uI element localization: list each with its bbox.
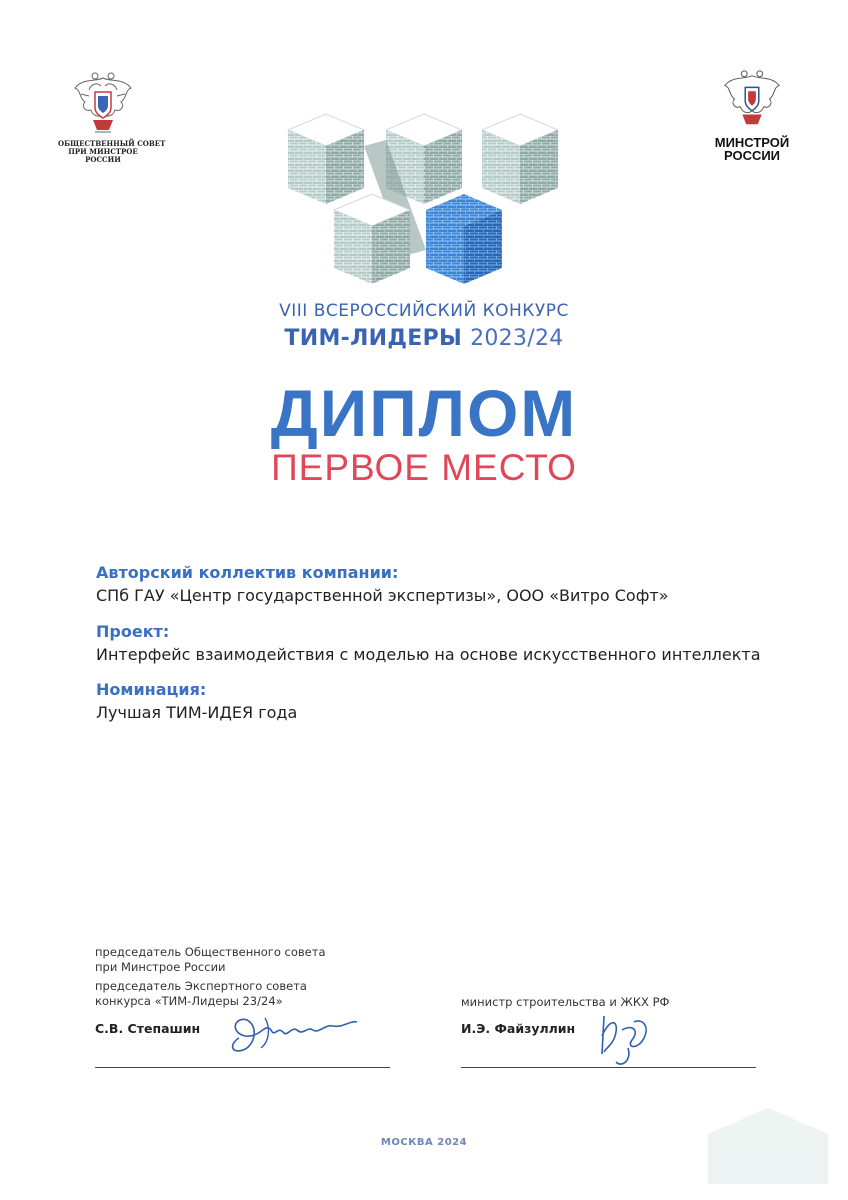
council-line-2: ПРИ МИНСТРОЕ	[68, 147, 138, 156]
council-line-3: РОССИИ	[85, 155, 121, 164]
ministry-eagle-icon	[721, 68, 783, 130]
double-headed-eagle-icon	[71, 68, 135, 136]
diploma-heading: ДИПЛОМ	[270, 376, 578, 450]
minstroy-line-1: МИНСТРОЙ	[714, 135, 790, 150]
contest-title	[0, 326, 848, 351]
left-signature-scribble	[225, 1008, 365, 1058]
contest-subtitle: VIII ВСЕРОССИЙСКИЙ КОНКУРС	[279, 301, 569, 321]
corner-cube-watermark	[688, 1094, 828, 1184]
left-signer-role-1: председатель Общественного совета	[95, 945, 326, 959]
city-year: МОСКВА 2024	[380, 1137, 468, 1148]
right-signer-name: И.Э. Файзуллин	[461, 1021, 576, 1036]
minstroy-line-2: РОССИИ	[723, 148, 781, 163]
tim-leaders-cube-logo	[276, 100, 572, 290]
cube-bottom-blue	[426, 194, 502, 284]
cube-bottom-left	[334, 194, 410, 284]
cube-top-left	[288, 114, 364, 204]
left-signer-role-4: конкурса «ТИМ-Лидеры 23/24»	[95, 994, 283, 1008]
right-signature-scribble	[592, 1008, 662, 1072]
right-signer-role: министр строительства и ЖКХ РФ	[461, 995, 670, 1009]
right-signature-line	[461, 1067, 756, 1068]
public-council-emblem	[58, 68, 166, 164]
left-signer-name: С.В. Степашин	[95, 1021, 201, 1036]
council-line-1: ОБЩЕСТВЕННЫЙ СОВЕТ	[58, 139, 166, 148]
team-value: СПб ГАУ «Центр государственной экспертизы», ООО «Витро Софт»	[96, 586, 669, 605]
cube-top-right	[482, 114, 558, 204]
left-signer-role-3: председатель Экспертного совета	[95, 979, 307, 993]
team-label: Авторский коллектив компании:	[96, 563, 399, 582]
project-value: Интерфейс взаимодействия с моделью на основе искусственного интеллекта	[96, 645, 761, 664]
nomination-value: Лучшая ТИМ-ИДЕЯ года	[96, 703, 298, 722]
contest-title-main: ТИМ-ЛИДЕРЫ	[284, 326, 463, 351]
left-signature-line	[95, 1067, 390, 1068]
project-label: Проект:	[96, 622, 170, 641]
contest-title-year: 2023/24	[470, 326, 564, 351]
place-subheading: ПЕРВОЕ МЕСТО	[271, 447, 577, 488]
nomination-label: Номинация:	[96, 680, 207, 699]
left-signer-role-2: при Минстрое России	[95, 960, 226, 974]
minstroy-emblem	[696, 68, 808, 162]
